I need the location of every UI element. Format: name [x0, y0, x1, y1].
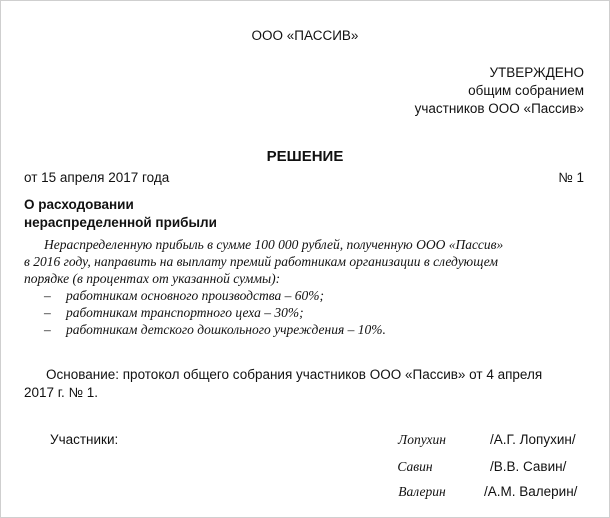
basis-line-1: Основание: протокол общего собрания участников ООО «Пассив» от 4 апреля [46, 367, 543, 382]
signature-lopukhin: Лопухин [398, 432, 446, 447]
dash-marker: – [44, 288, 51, 303]
subject-line-1: О расходовании [24, 197, 134, 212]
decision-body [24, 236, 584, 338]
signatory-name: /А.М. Валерин/ [484, 484, 578, 499]
signatory-name: /А.Г. Лопухин/ [490, 432, 576, 447]
basis-line-2: 2017 г. № 1. [24, 385, 99, 400]
body-line-1: Нераспределенную прибыль в сумме 100 000 рублей, полученную ООО «Пассив» [44, 237, 504, 252]
list-item [24, 321, 584, 338]
document-number: № 1 [558, 170, 584, 185]
list-item-text: работникам основного производства – 60%; [66, 288, 325, 303]
signature-savin: Савин [397, 459, 433, 474]
approval-line-3: участников ООО «Пассив» [414, 101, 584, 116]
list-item-text: работникам детского дошкольного учреждения – 10%. [66, 322, 386, 337]
body-line-2: в 2016 году, направить на выплату премий работникам организации в следующем [24, 254, 498, 269]
document-title: РЕШЕНИЕ [266, 148, 344, 165]
approval-line-2: общим собранием [468, 83, 584, 98]
body-line-3: порядке (в процентах от указанной суммы): [24, 271, 281, 286]
signature-valerin: Валерин [398, 484, 446, 499]
organization-name: ООО «ПАССИВ» [251, 28, 359, 43]
basis-paragraph [24, 366, 542, 402]
document-subject [24, 196, 217, 232]
approval-block [415, 64, 584, 118]
list-item [24, 287, 584, 304]
dash-marker: – [44, 322, 51, 337]
document-date: от 15 апреля 2017 года [24, 170, 170, 185]
dash-marker: – [44, 305, 51, 320]
subject-line-2: нераспределенной прибыли [24, 215, 217, 230]
list-item [24, 304, 584, 321]
list-item-text: работникам транспортного цеха – 30%; [66, 305, 304, 320]
participants-label: Участники: [50, 432, 119, 447]
approval-line-1: УТВЕРЖДЕНО [489, 65, 584, 80]
signatory-name: /В.В. Савин/ [490, 459, 567, 474]
